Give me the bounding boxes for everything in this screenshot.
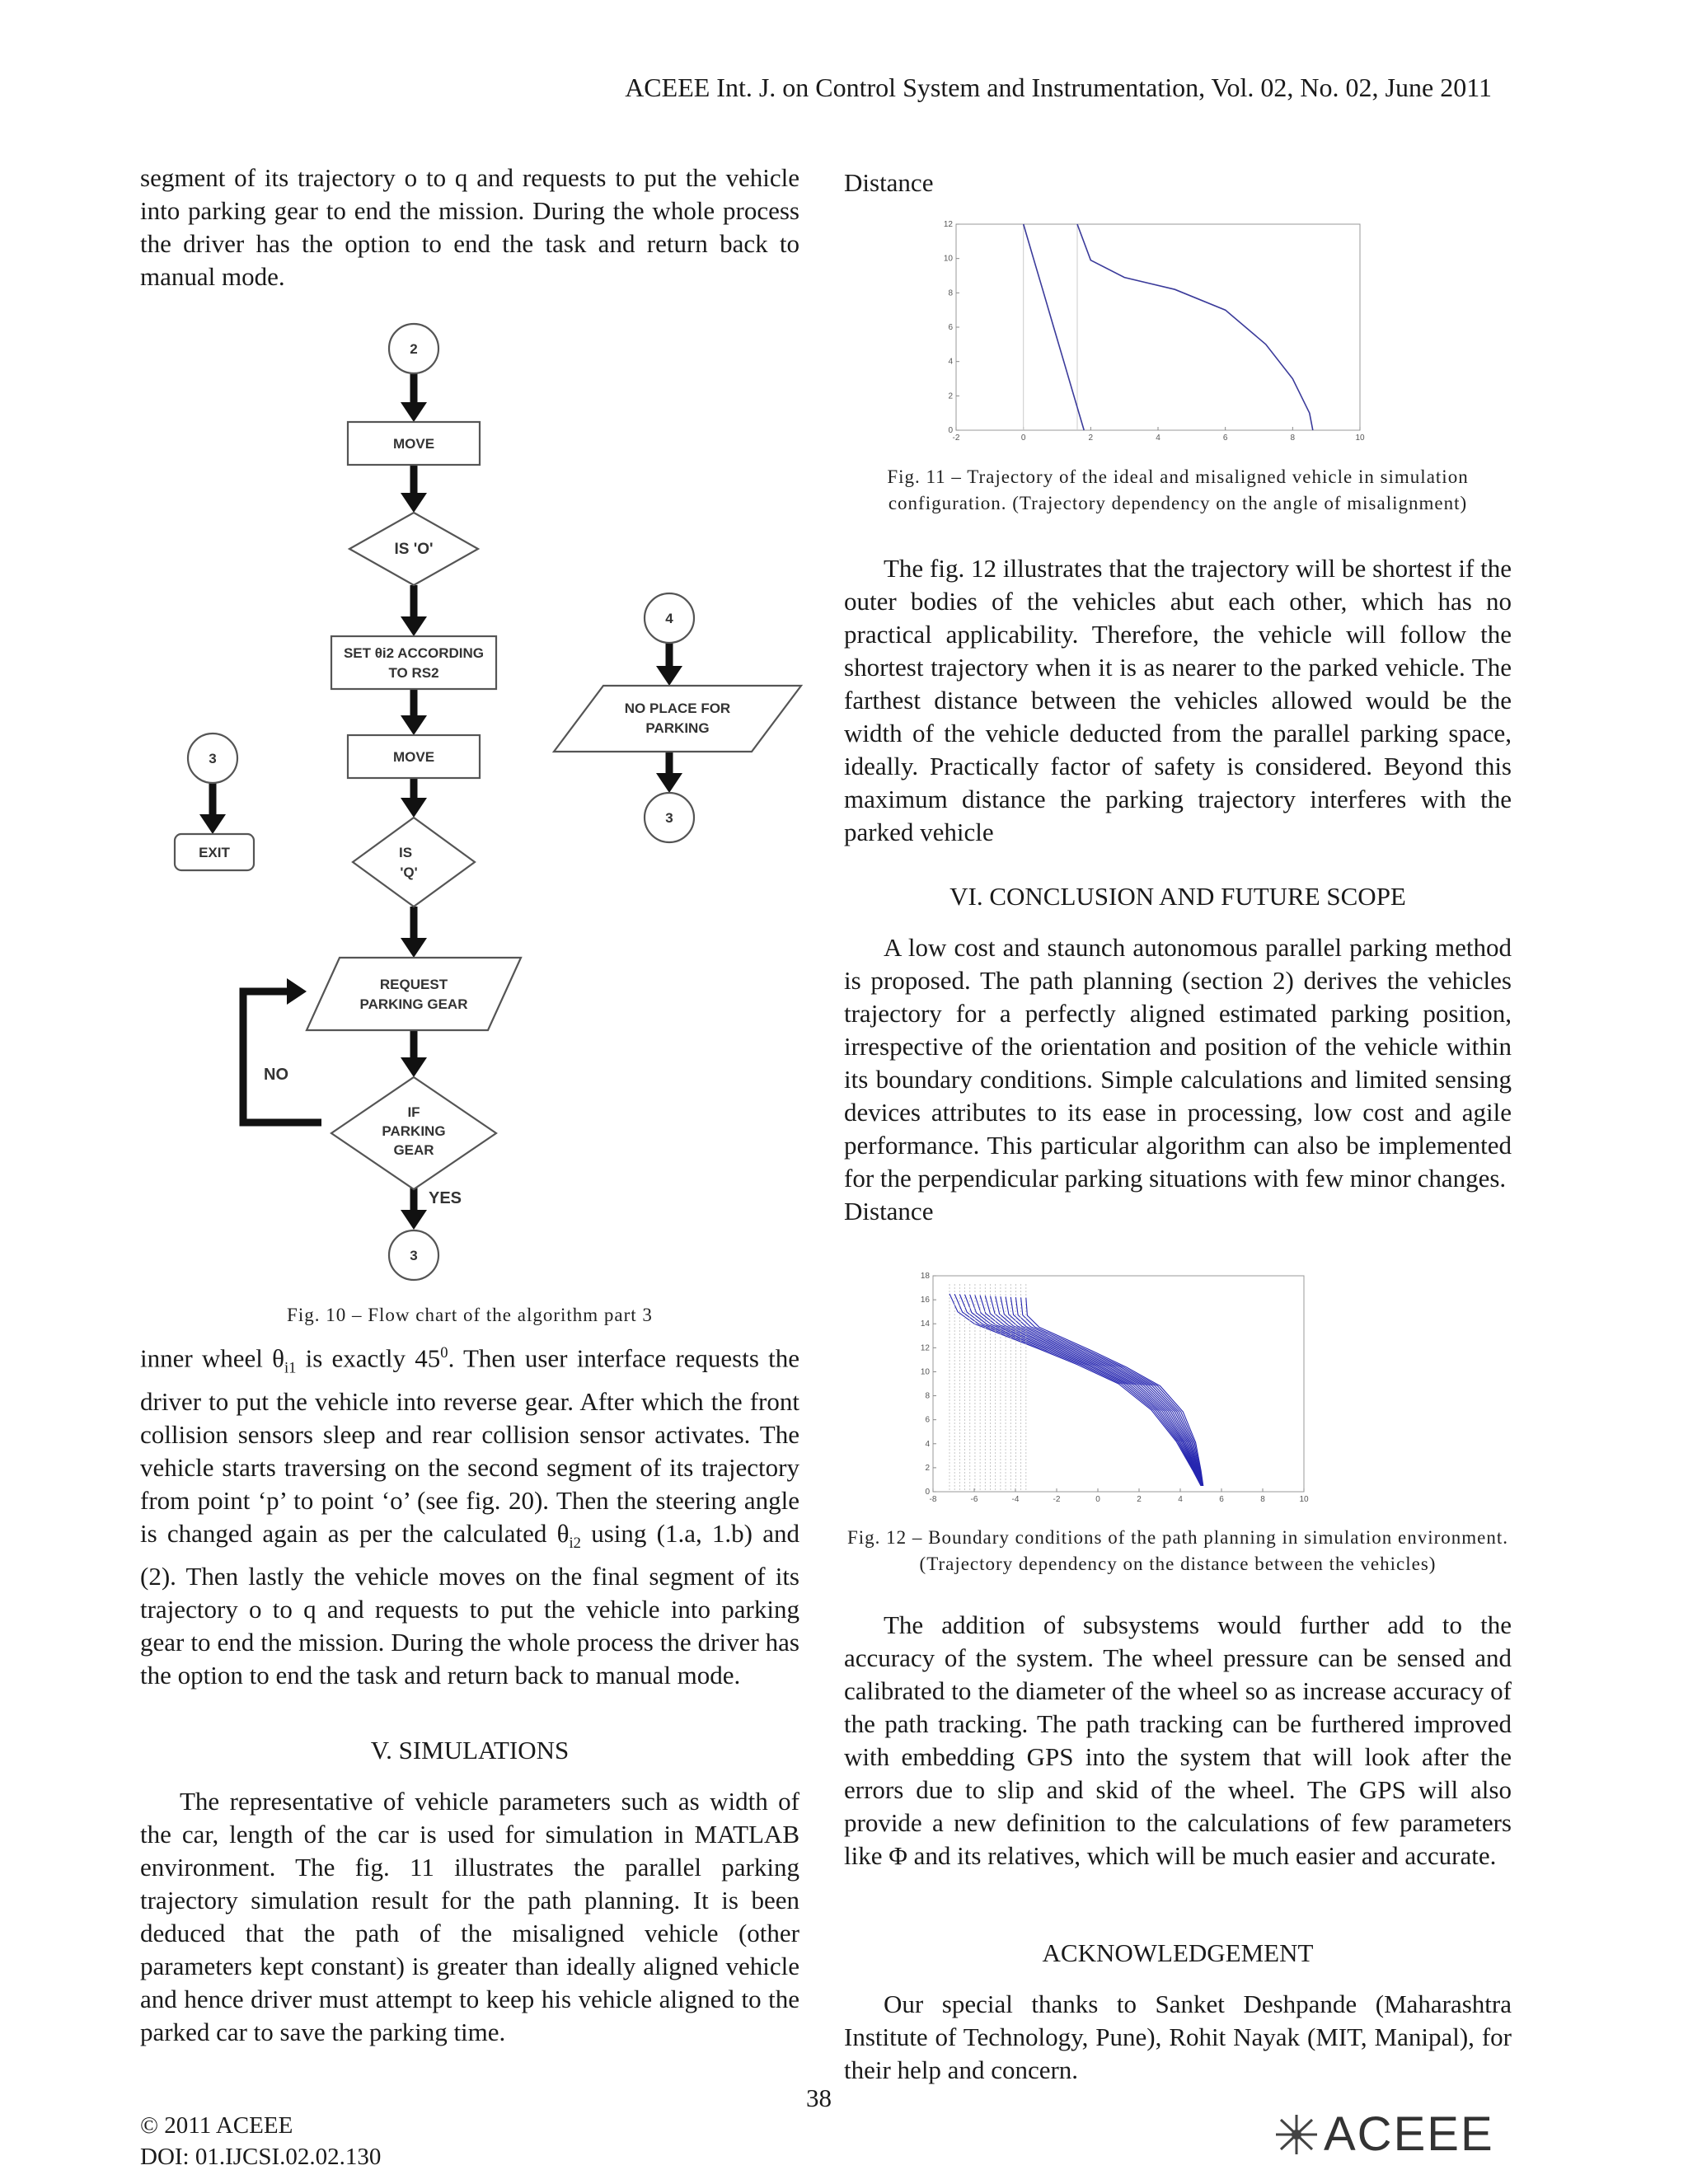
x-tick-label: 8 xyxy=(1290,434,1296,443)
x-tick-label: 4 xyxy=(1156,434,1160,443)
flow-if-line3: GEAR xyxy=(393,1142,434,1158)
x-tick-label: -4 xyxy=(1011,1495,1020,1504)
right-para-fig12: The fig. 12 illustrates that the trajectory will be shortest if the outer bodies of the vehicles abut each other, which has no practical applicability. Therefore, the vehicle will follow the shortest trajectory when it is as nearer to the parked vehicle. The farthest distance between the vehicles allowed would be the width of the vehicle deducted from the parallel parking space, ideally. Practically factor of safety is considered. Beyond this maximum distance the parking trajectory interferes with the parked vehicle xyxy=(844,554,1512,846)
flow-no-place-line1: NO PLACE FOR xyxy=(624,701,731,716)
fig12-caption: Fig. 12 – Boundary conditions of the path planning in simulation environment. (Trajectory dependency on the distance between the vehicles) xyxy=(846,1527,1509,1574)
flowchart-fig10 xyxy=(157,321,816,1286)
section-5-title: V. SIMULATIONS xyxy=(370,1736,570,1765)
y-tick-label: 2 xyxy=(925,1463,930,1473)
page-number: 38 xyxy=(806,2083,832,2112)
x-tick-label: -6 xyxy=(970,1495,978,1504)
fig11-caption: Fig. 11 – Trajectory of the ideal and misaligned vehicle in simulation configuration. (Trajectory dependency on the angle of misalignment) xyxy=(887,466,1469,513)
y-tick-label: 0 xyxy=(948,426,953,435)
y-tick-label: 6 xyxy=(925,1415,930,1425)
y-tick-label: 10 xyxy=(920,1367,930,1377)
x-tick-label: -8 xyxy=(929,1495,937,1504)
flow-request-box xyxy=(307,958,521,1030)
x-tick-label: 0 xyxy=(1020,434,1026,443)
x-tick-label: -2 xyxy=(1053,1495,1061,1504)
x-tick-label: 6 xyxy=(1219,1495,1224,1504)
left-para-inner-wheel: inner wheel $\theta_{i1}$ is exactly $45^0$. Then user interface requests the driver to put the vehicle into reverse gear. After which the front collision sensors sleep and rear collision sensor activates. The vehicle starts traversing on the second segment of its trajectory from point ‘p’ to point ‘o’ (see fig. 20). Then the steering angle is changed again as per the calculated $\theta_{i2}$ using (1.a, 1.b) and (2). Then lastly the vehicle moves on the final segment of its trajectory o to q and requests to put the vehicle into parking gear to end the mission. During the whole process the driver has the option to end the task and return back to manual mode. xyxy=(140,1343,799,1690)
flow-node-2-label: 2 xyxy=(410,341,418,357)
flow-yes-label: YES xyxy=(429,1189,462,1207)
flow-set-box xyxy=(331,636,496,689)
fig11-distance-label: Distance xyxy=(844,168,934,197)
flow-is-o-label: IS 'O' xyxy=(394,541,434,558)
acknowledgement-paragraph: Our special thanks to Sanket Deshpande (Maharashtra Institute of Technology, Pune), Rohit Nayak (MIT, Manipal), for their help and concern. xyxy=(844,1990,1512,2084)
y-tick-label: 14 xyxy=(920,1319,930,1329)
aceee-logo xyxy=(1269,2107,1494,2162)
section-6-title: VI. CONCLUSION AND FUTURE SCOPE xyxy=(950,882,1406,911)
flow-node-3-bottom-label: 3 xyxy=(410,1248,418,1263)
journal-header: ACEEE Int. J. on Control System and Instrumentation, Vol. 02, No. 02, June 2011 xyxy=(625,73,1492,102)
right-para-subsystems: The addition of subsystems would further add to the accuracy of the system. The wheel pressure can be sensed and calibrated to the diameter of the wheel so as increase accuracy of the path tracking. The path tracking can be furthered improved with embedding GPS into the system that will look after the errors due to slip and skid of the wheel. The GPS will also provide a new definition to the calculations of few parameters like Φ and its relatives, which will be much easier and accurate. xyxy=(844,1610,1512,1870)
x-tick-label: 10 xyxy=(1299,1495,1309,1504)
flow-is-q-line2: 'Q' xyxy=(400,865,418,880)
x-tick-label: 2 xyxy=(1137,1495,1142,1504)
flow-node-3-right-label: 3 xyxy=(665,810,673,826)
flow-set-line1: SET θi2 ACCORDING xyxy=(343,645,485,661)
y-tick-label: 18 xyxy=(920,1272,930,1281)
fig11-chart xyxy=(940,216,1368,447)
flow-move-label-1: MOVE xyxy=(392,436,435,452)
y-tick-label: 0 xyxy=(925,1488,930,1497)
x-tick-label: -2 xyxy=(952,434,960,443)
flow-decision-is-q xyxy=(353,818,475,907)
flow-set-line2: TO RS2 xyxy=(388,665,439,681)
y-tick-label: 8 xyxy=(948,288,953,298)
flow-no-label: NO xyxy=(264,1066,288,1084)
y-tick-label: 8 xyxy=(925,1391,930,1401)
x-tick-label: 2 xyxy=(1088,434,1094,443)
flow-no-place-box xyxy=(554,686,801,752)
flow-if-line2: PARKING xyxy=(382,1123,446,1139)
flow-exit-label: EXIT xyxy=(199,845,230,860)
x-tick-label: 4 xyxy=(1178,1495,1183,1504)
footer-copyright: © 2011 ACEEE xyxy=(140,2112,293,2139)
flow-if-line1: IF xyxy=(407,1104,420,1120)
section-5-paragraph: The representative of vehicle parameters such as width of the car, length of the car is used for simulation in MATLAB environment. The fig. 11 illustrates the parallel parking trajectory simulation result for the path planning. It is been deduced that the path of the misaligned vehicle (other parameters kept constant) is greater than ideally aligned vehicle and hence driver must attempt to keep his vehicle aligned to the parked car to save the parking time. xyxy=(140,1787,799,2046)
x-tick-label: 6 xyxy=(1222,434,1228,443)
flow-node-4-label: 4 xyxy=(665,611,673,626)
y-tick-label: 16 xyxy=(920,1296,930,1305)
y-tick-label: 2 xyxy=(948,391,953,401)
left-para-top: segment of its trajectory o to q and requests to put the vehicle into parking gear to end the mission. During the whole process the driver has the option to end the task and return back to manual mode. xyxy=(140,163,799,291)
acknowledgement-title: ACKNOWLEDGEMENT xyxy=(1042,1938,1314,1967)
x-tick-label: 8 xyxy=(1260,1495,1265,1504)
section-6-paragraph: A low cost and staunch autonomous parallel parking method is proposed. The path planning (section 2) derives the vehicles trajectory for a perfectly aligned estimated parking position, irrespective of the orientation and position of the vehicle within its boundary conditions. Simple calculations and limited sensing devices attributes to its ease in processing, low cost and agile performance. This particular algorithm can also be implemented for the perpendicular parking situations with few minor changes. Distance xyxy=(844,931,1512,1228)
fig10-caption: Fig. 10 – Flow chart of the algorithm part 3 xyxy=(287,1305,653,1325)
y-tick-label: 12 xyxy=(920,1343,930,1353)
y-tick-label: 12 xyxy=(943,220,953,229)
y-tick-label: 10 xyxy=(943,254,953,264)
flow-no-place-line2: PARKING xyxy=(645,720,710,736)
chart-frame xyxy=(956,224,1360,430)
aceee-logo-icon xyxy=(1269,2110,1324,2159)
y-tick-label: 6 xyxy=(948,323,953,332)
fig12-distance-label: Distance xyxy=(844,1197,934,1226)
y-tick-label: 4 xyxy=(948,357,953,367)
aceee-logo-text: ACEEE xyxy=(1324,2107,1494,2161)
flow-request-line1: REQUEST xyxy=(379,977,448,992)
y-tick-label: 4 xyxy=(925,1439,930,1449)
fig12-chart xyxy=(915,1269,1311,1508)
flow-request-line2: PARKING GEAR xyxy=(359,996,468,1012)
x-tick-label: 10 xyxy=(1355,434,1365,443)
x-tick-label: 0 xyxy=(1095,1495,1100,1504)
footer-doi: DOI: 01.IJCSI.02.02.130 xyxy=(140,2144,382,2170)
flow-is-q-line1: IS xyxy=(398,845,413,860)
flow-move-label-2: MOVE xyxy=(392,749,435,765)
flow-node-3-left-label: 3 xyxy=(209,751,217,766)
